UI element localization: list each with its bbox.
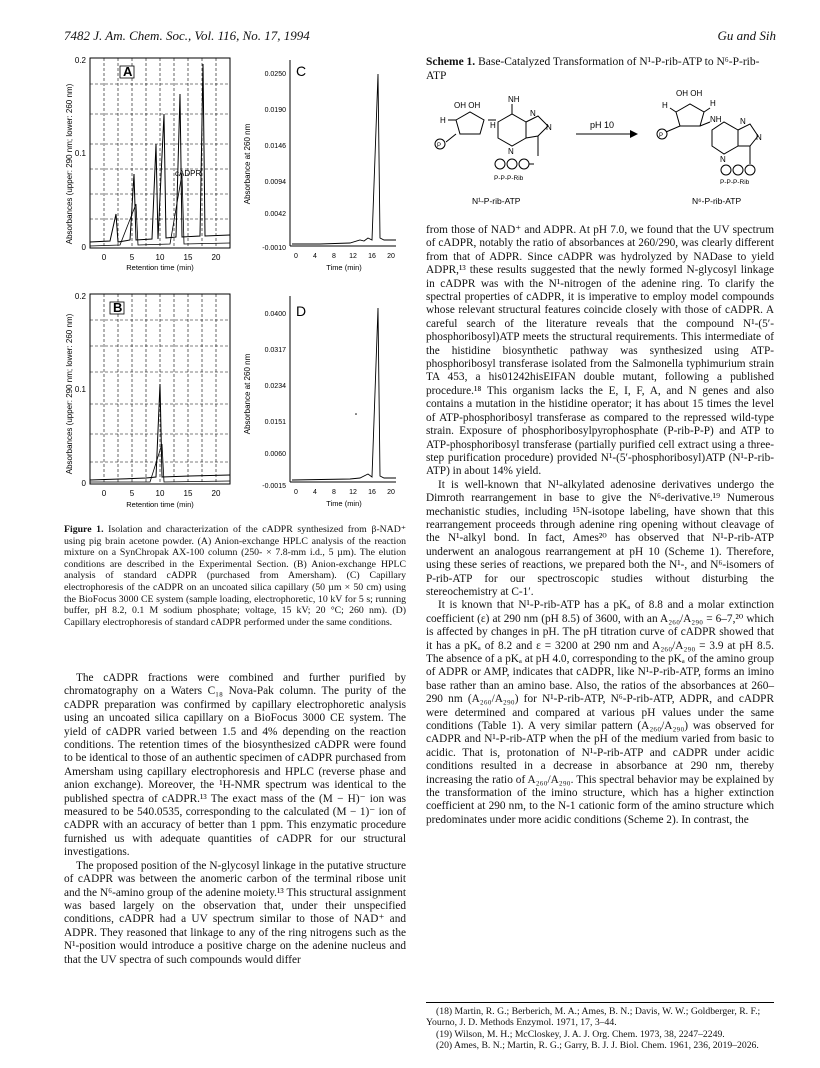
panel-d-xtick-0: 0: [294, 489, 298, 496]
panel-b-xtick-4: 20: [211, 489, 221, 498]
panel-a-xtick-3: 15: [183, 253, 193, 262]
authors: Gu and Sih: [717, 28, 776, 43]
panel-a-ytick-1: 0.1: [74, 149, 86, 158]
reaction-arrow: [576, 130, 638, 138]
panel-b-xtick-3: 15: [183, 489, 193, 498]
n6-p-rib-atp-structure: [657, 104, 758, 175]
atom-label: NH: [508, 95, 520, 104]
atom-label: H: [662, 101, 668, 110]
panel-c-xtick-0: 0: [294, 253, 298, 260]
scheme-1-diagram: [426, 84, 774, 212]
running-header: [64, 28, 776, 46]
reaction-condition: pH 10: [590, 120, 615, 130]
reference: (19) Wilson, M. H.; McCloskey, J. A. J. Org. Chem. 1973, 38, 2247–2249.: [436, 1028, 725, 1040]
panel-d-ytick-2: 0.0234: [264, 383, 286, 390]
panel-b-ytick-2: 0: [81, 479, 86, 488]
paragraph: It is well-known that N¹-alkylated adenosine derivatives undergo the Dimroth rearrangement in base to give the N⁶-derivative.¹⁹ Numerous mechanistic studies, including ¹⁵N-isotope labeling, have shown that this rearrangement proceeds through adenine ring opening without cleavage of the N¹-alkyl bond. In fact, Ames²⁰ has observed that N¹-P-rib-ATP underwent an analogous rearrangement at pH 10 (Scheme 1). Therefore, using these series of reactions, we prepared both the N¹-, and N⁶-isomers of P-rib-ATP for our spectroscopic studies without disturbing the stereochemistry at C-1′.: [426, 478, 774, 598]
panel-d-ytick-3: 0.0151: [264, 419, 286, 426]
panel-b-label: B: [113, 300, 123, 315]
atom-label: N: [530, 109, 536, 118]
panel-a: [65, 56, 230, 272]
panel-a-xlabel: Retention time (min): [126, 263, 194, 272]
journal-citation: 7482 J. Am. Chem. Soc., Vol. 116, No. 17, 1994: [64, 28, 310, 43]
panel-b: [65, 292, 230, 509]
panel-c-xtick-2: 8: [332, 253, 336, 260]
footnote-references: [426, 1002, 774, 1052]
panel-d-ytick-1: 0.0317: [264, 347, 286, 354]
panel-a-xtick-0: 0: [101, 253, 107, 262]
panel-c-xtick-4: 16: [368, 253, 376, 260]
panel-c-ytick-3: 0.0094: [264, 179, 286, 186]
panel-d-xtick-5: 20: [387, 489, 395, 496]
panel-d-ytick-0: 0.0400: [264, 311, 286, 318]
atom-label: H: [490, 121, 496, 130]
paragraph: The proposed position of the N-glycosyl linkage in the putative structure of cADPR was between the anomeric carbon of the terminal ribose unit and the N⁶-amino group of the adenine moiety.¹³ This structural assignment was based largely on the observation that, under their unspecified conditions, cADPR had a UV spectrum similar to those of NAD⁺ and ADPR. They reasoned that linkage to any of the ring nitrogens such as the N¹-position would introduce a positive charge on the adenine nucleus and that the UV spectra of such compounds would differ: [64, 859, 406, 966]
right-column: [426, 224, 774, 827]
panel-b-xtick-2: 10: [155, 489, 165, 498]
panel-c-ytick-2: 0.0146: [264, 143, 286, 150]
panel-b-xtick-0: 0: [101, 489, 107, 498]
panel-b-xtick-1: 5: [129, 489, 135, 498]
panel-c-ytick-0: 0.0250: [264, 71, 286, 78]
panel-d-xlabel: Time (min): [326, 499, 362, 508]
atom-label: N: [720, 155, 726, 164]
reference: (18) Martin, R. G.; Berberich, M. A.; Ames, B. N.; Davis, W. W.; Goldberger, R. F.; Yourno, J. D. Methods Enzymol. 1971, 17, 3–44.: [426, 1006, 761, 1029]
panel-b-ytick-0: 0.2: [74, 292, 86, 301]
panel-b-ylabel: Absorbances (upper: 290 nm; lower: 260 nm): [65, 313, 74, 475]
atom-label: H: [710, 99, 716, 108]
panel-d-xtick-1: 4: [313, 489, 317, 496]
atom-label: P: [659, 133, 664, 139]
figure-1: [60, 54, 410, 520]
panel-a-ytick-2: 0: [81, 243, 86, 252]
panel-a-xtick-2: 10: [155, 253, 165, 262]
paragraph: The cADPR fractions were combined and further purified by chromatography on a Waters C₁₈ Nova-Pak column. The purity of the cADPR preparation was confirmed by capillary electrophoretic analysis using an uncoated silica capillary on a BioFocus 3000 CE system. The yield of cADPR varied between 1.5 and 4% depending on the reaction conditions. The retention times of the biosynthesized cADPR were found to be identical to those of an authentic specimen of cADPR purchased from Amersham using capillary electrophoresis and HPLC (reverse phase and anion exchange). Moreover, the ¹H-NMR spectrum was identical to the published spectra of cADPR.¹³ The exact mass of the (M − H)⁻ ion was measured to be 540.0535, corresponding to the calculated (M − 1)⁻ ion of cADPR with an accuracy of better than 1 ppm. This enzymatic procedure furnished us with adequate quantities of cADPR for our structural investigations.: [64, 672, 406, 859]
scheme-caption-title: Base-Catalyzed Transformation of N¹-P-rib-ATP to N⁶-P-rib-ATP: [426, 56, 760, 82]
scheme-caption-lead: Scheme 1.: [426, 56, 476, 68]
paragraph: from those of NAD⁺ and ADPR. At pH 7.0, we found that the UV spectrum of cADPR, notably the ratio of absorbances at 260/290, was clearly different from that of ADPR. Since cADPR was hydrolyzed by NADase to yield ADPR,¹³ these results suggested that the newly formed N-glycosyl linkage in cADPR was with the N¹-nitrogen of the adenine ring. To clarify the spectral properties of cADPR, it is imperative to employ model compounds whose relevant structural features coincide closely with those of cADPR. A careful search of the literature reveals that the compound N¹-(5′-phosphoribosyl)ATP meets the structural requirements. This intermediate of the histidine biosynthetic pathway was synthesized using ATP-phosphoribosyl transferase isolated from the Salmonella typhimurium strain TA 453, a his01242hisEIFAN double mutant, following a published procedure.¹⁸ This organism lacks the E, I, F, A, and N genes and also contains a mutation in the histidine operator; it has about 15 times the level of ATP-phosphoribosyl transferase as compared to the repressed wild-type strain. Exposure of phosphoribosylpyrophosphate (P-rib-P-P) and ATP to ATP-phosphoribosyl transferase (partially purified cell extract using a three-step purification procedure) provided N¹-(5′-phosphoribosyl)ATP (N¹-P-rib-ATP) in about 14% yield.: [426, 224, 774, 478]
left-compound-name: N¹-P-rib-ATP: [472, 196, 521, 206]
panel-a-ylabel: Absorbances (upper: 290 nm; lower: 260 nm): [65, 83, 74, 245]
reference: (20) Ames, B. N.; Martin, R. G.; Garry, B. J. J. Biol. Chem. 1961, 236, 2019–2026.: [436, 1040, 759, 1052]
atom-label: OH OH: [676, 89, 703, 98]
panel-c-ytick-5: -0.0010: [262, 245, 286, 252]
figure-caption-text: Isolation and characterization of the cADPR synthesized from β-NAD⁺ using pig brain acetone powder. (A) Anion-exchange HPLC analysis of the reaction mixture on a SynChropak AX-100 column (250- × 7.8-mm i.d., 5 µm). The elution conditions are described in the Experimental Section. (B) Anion-exchange HPLC analysis of standard cADPR (purchased from Amersham). (C) Capillary electrophoresis of the cADPR on an uncoated silica capillary (50 µm × 50 cm) using the BioFocus 3000 CE system (sample loading, electrophoretic, 10 kV for 5 s; running buffer, pH 8.2, 0.1 M sodium phosphate; voltage, 15 kV; 20 °C; 260 nm). (D) Capillary electrophoresis of standard cADPR performed under the same conditions.: [64, 524, 406, 628]
panel-b-xlabel: Retention time (min): [126, 500, 194, 509]
atom-label: H: [440, 116, 446, 125]
panel-d-xtick-3: 12: [349, 489, 357, 496]
panel-c-ytick-4: 0.0042: [264, 211, 286, 218]
right-compound-name: N⁶-P-rib-ATP: [692, 196, 742, 206]
panel-c-xlabel: Time (min): [326, 263, 362, 272]
panel-c-ytick-1: 0.0190: [264, 107, 286, 114]
atom-label: N: [508, 147, 514, 156]
atom-label: N: [546, 123, 552, 132]
atom-label: N: [740, 117, 746, 126]
atom-label: OH OH: [454, 101, 481, 110]
figure-caption-lead: Figure 1.: [64, 524, 104, 535]
panel-d-ytick-4: 0.0060: [264, 451, 286, 458]
panel-c-label: C: [296, 63, 307, 79]
panel-d-ylabel: Absorbance at 260 nm: [243, 353, 252, 435]
panel-a-xtick-1: 5: [129, 253, 135, 262]
panel-d-xtick-4: 16: [368, 489, 376, 496]
panel-c-ylabel: Absorbance at 260 nm: [243, 123, 252, 205]
panel-c-xtick-5: 20: [387, 253, 395, 260]
panel-d: [243, 296, 396, 508]
panel-d-xtick-2: 8: [332, 489, 336, 496]
atom-label: P-P-P-Rib: [494, 175, 524, 182]
left-column: [64, 672, 406, 967]
panel-d-label: D: [296, 303, 307, 319]
panel-a-xtick-4: 20: [211, 253, 221, 262]
panel-a-label: A: [123, 64, 133, 79]
atom-label: N: [756, 133, 762, 142]
panel-c-xtick-3: 12: [349, 253, 357, 260]
atom-label: NH: [710, 115, 722, 124]
panel-c-xtick-1: 4: [313, 253, 317, 260]
figure-caption: [64, 524, 406, 628]
panel-b-ytick-1: 0.1: [74, 385, 86, 394]
atom-label: P: [437, 143, 442, 149]
scheme-caption: [426, 56, 774, 83]
atom-label: P-P-P-Rib: [720, 179, 750, 186]
panel-a-ytick-0: 0.2: [74, 56, 86, 65]
panel-c: [243, 60, 396, 272]
panel-a-annotation: cADPR: [175, 169, 202, 178]
panel-d-ytick-5: -0.0015: [262, 483, 286, 490]
paragraph: It is known that N¹-P-rib-ATP has a pKₐ of 8.8 and a molar extinction coefficient (ε) at 290 nm (pH 8.5) of 3600, with an A₂₆₀/A₂₉₀ = 6–7,²⁰ which is affected by changes in pH. The pH titration curve of cADPR showed that it has a pKₐ of 8.2 and ε = 3200 at 290 nm and A₂₆₀/A₂₉₀ = 3.9 at pH 8.5. The absence of a pKₐ at pH 4.0, corresponding to the pKₐ of the amino group of ADPR or AMP, indicates that cADPR, like N¹-P-rib-ATP, forms an imino base rather than an amino base. Also, the ratios of the absorbances at 260–290 nm (A₂₆₀/A₂₉₀) for N¹-P-rib-ATP, N⁶-P-rib-ATP, ADPR, and cADPR were determined and compared at various pH values under the same conditions (Table 1). A very similar pattern (A₂₆₀/A₂₉₀) was observed for cADPR and N¹-P-rib-ATP when the pH of the medium varied from basic to acidic. That is, protonation of N¹-P-rib-ATP and cADPR under acidic conditions resulted in a decrease in absorbance at 290 nm, thereby increasing the ratio of A₂₆₀/A₂₉₀. This spectral behavior may be explained by the transformation of the imino structure, which has a higher extinction coefficient at 290 nm, to the N-1 cationic form of the amino structure which predominates under more acidic conditions (Scheme 2). In contrast, the: [426, 599, 774, 826]
